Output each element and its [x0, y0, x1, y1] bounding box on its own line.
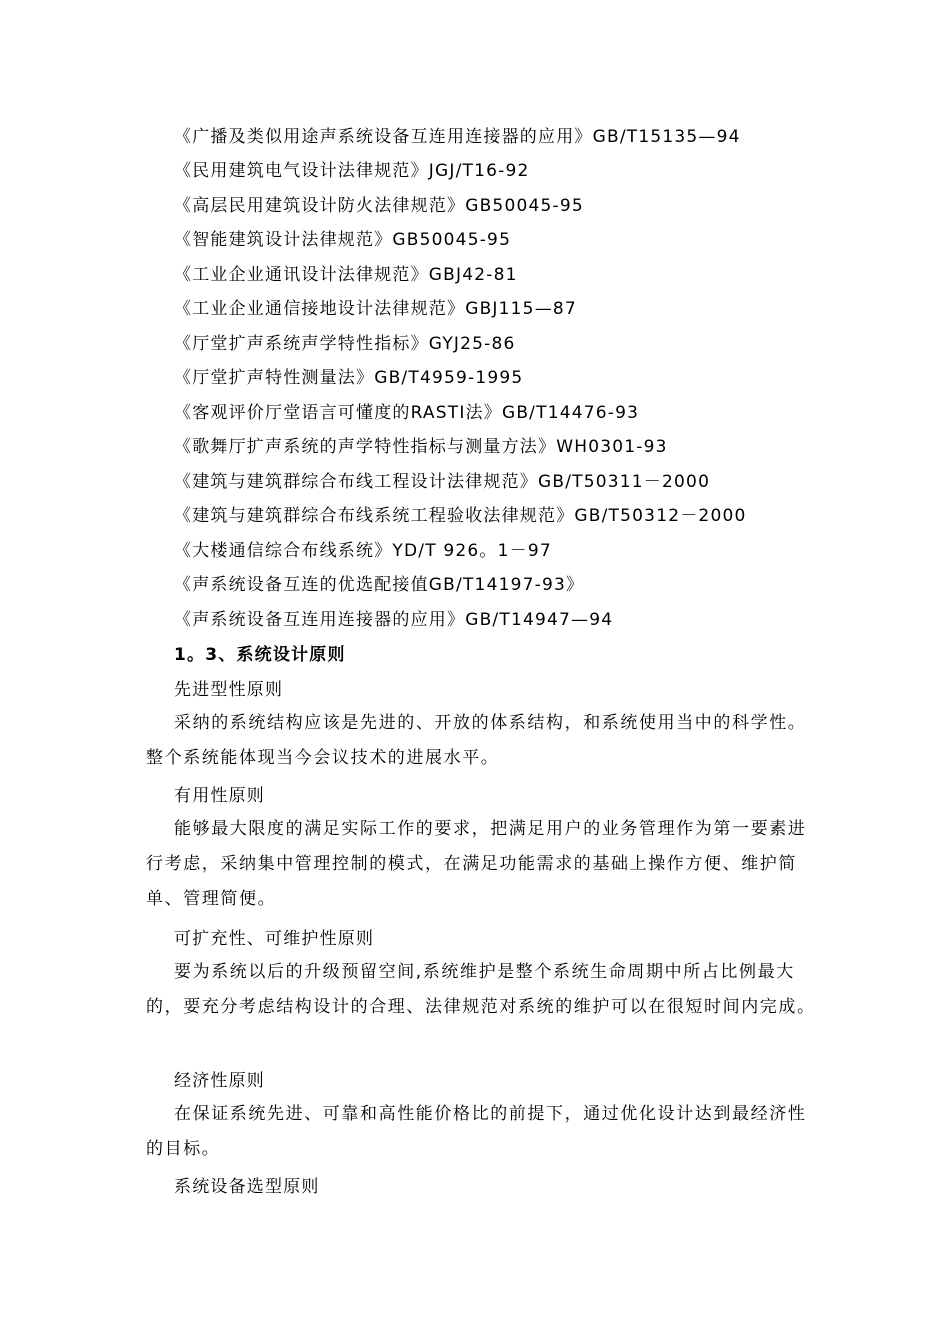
standard-item: 《工业企业通讯设计法律规范》GBJ42-81 — [174, 265, 518, 285]
standard-item: 《民用建筑电气设计法律规范》JGJ/T16-92 — [174, 161, 530, 181]
principle-title: 系统设备选型原则 — [174, 1177, 320, 1197]
standard-item: 《声系统设备互连的优选配接值GB/T14197-93》 — [174, 575, 585, 595]
principle-text: 在保证系统先进、可靠和高性能价格比的前提下，通过优化设计达到最经济性的目标。 — [146, 1104, 807, 1159]
standard-item: 《工业企业通信接地设计法律规范》GBJ115—87 — [174, 299, 577, 319]
standard-item: 《广播及类似用途声系统设备互连用连接器的应用》GB/T15135—94 — [174, 127, 741, 147]
standard-item: 《大楼通信综合布线系统》YD/T 926。1－97 — [174, 541, 552, 561]
standard-item: 《厅堂扩声特性测量法》GB/T4959-1995 — [174, 368, 524, 388]
standard-item: 《高层民用建筑设计防火法律规范》GB50045-95 — [174, 196, 584, 216]
standard-item: 《建筑与建筑群综合布线工程设计法律规范》GB/T50311－2000 — [174, 472, 711, 492]
standard-item: 《智能建筑设计法律规范》GB50045-95 — [174, 230, 512, 250]
standard-item: 《歌舞厅扩声系统的声学特性指标与测量方法》WH0301-93 — [174, 437, 668, 457]
principle-text: 能够最大限度的满足实际工作的要求，把满足用户的业务管理作为第一要素进行考虑，采纳集中管理控制的模式，在满足功能需求的基础上操作方便、维护简单、管理简便。 — [146, 819, 807, 909]
principle-text: 采纳的系统结构应该是先进的、开放的体系结构，和系统使用当中的科学性。整个系统能体现当今会议技术的进展水平。 — [146, 713, 807, 768]
principle-text: 要为系统以后的升级预留空间,系统维护是整个系统生命周期中所占比例最大的，要充分考虑结构设计的合理、法律规范对系统的维护可以在很短时间内完成。 — [146, 962, 816, 1017]
section-heading: 1。3、系统设计原则 — [174, 645, 346, 665]
standard-item: 《建筑与建筑群综合布线系统工程验收法律规范》GB/T50312－2000 — [174, 506, 747, 526]
standard-item: 《客观评价厅堂语言可懂度的RASTI法》GB/T14476-93 — [174, 403, 640, 423]
principle-title: 有用性原则 — [174, 786, 265, 806]
standard-item: 《声系统设备互连用连接器的应用》GB/T14947—94 — [174, 610, 614, 630]
principle-title: 可扩充性、可维护性原则 — [174, 929, 375, 949]
principle-title: 经济性原则 — [174, 1071, 265, 1091]
principle-title: 先进型性原则 — [174, 680, 284, 700]
standard-item: 《厅堂扩声系统声学特性指标》GYJ25-86 — [174, 334, 516, 354]
